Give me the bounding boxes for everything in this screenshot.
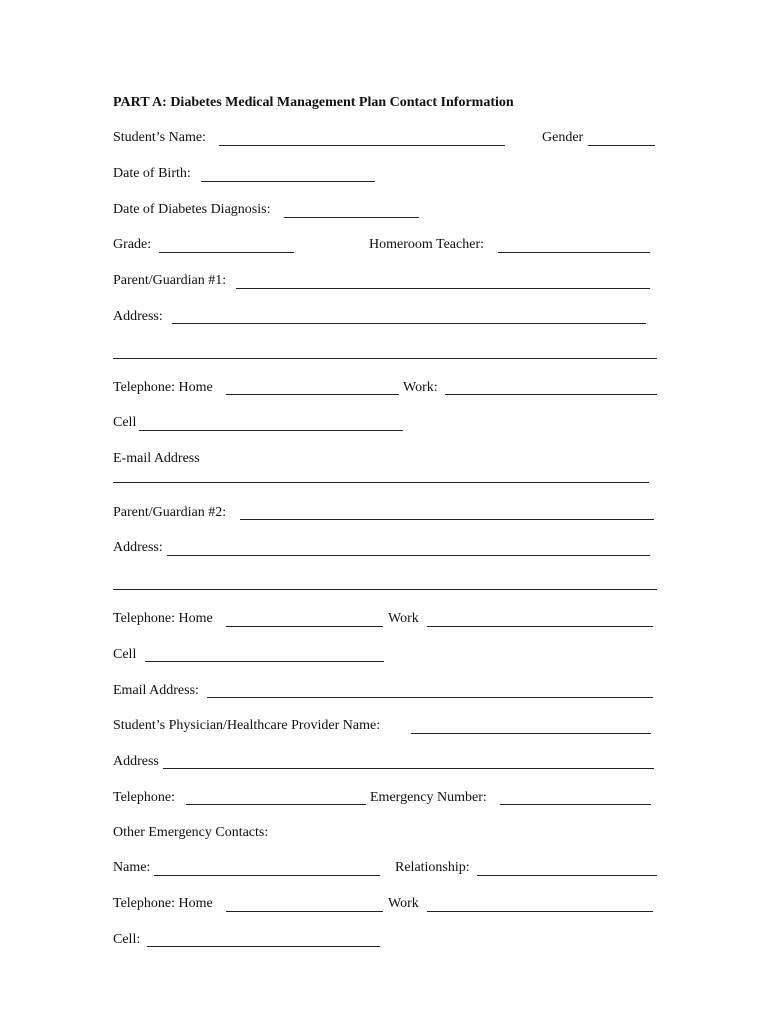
parent1-cell-label: Cell xyxy=(113,415,137,430)
date-of-birth-label: Date of Birth: xyxy=(113,166,191,181)
parent2-address-line[interactable] xyxy=(167,555,650,556)
parent2-email-label: Email Address: xyxy=(113,683,199,698)
parent2-work-line[interactable] xyxy=(427,626,653,627)
parent2-work-label: Work xyxy=(388,611,419,626)
parent1-line[interactable] xyxy=(236,288,650,289)
other-name-label: Name: xyxy=(113,860,151,875)
physician-address-line[interactable] xyxy=(163,768,654,769)
parent1-cell-line[interactable] xyxy=(139,430,403,431)
relationship-label: Relationship: xyxy=(395,860,470,875)
relationship-line[interactable] xyxy=(477,875,657,876)
other-cell-line[interactable] xyxy=(147,946,380,947)
parent2-line[interactable] xyxy=(240,519,654,520)
grade-label: Grade: xyxy=(113,237,152,252)
parent2-label: Parent/Guardian #2: xyxy=(113,505,227,520)
parent2-email-line[interactable] xyxy=(207,697,653,698)
physician-telephone-line[interactable] xyxy=(186,804,366,805)
physician-telephone-label: Telephone: xyxy=(113,790,175,805)
parent2-tel-home-line[interactable] xyxy=(226,626,383,627)
parent1-email-label: E-mail Address xyxy=(113,451,200,466)
other-work-label: Work xyxy=(388,896,419,911)
physician-address-label: Address xyxy=(113,754,159,769)
parent1-address-line[interactable] xyxy=(172,323,646,324)
parent1-work-line[interactable] xyxy=(445,394,657,395)
parent2-address-label: Address: xyxy=(113,540,163,555)
homeroom-teacher-line[interactable] xyxy=(498,252,650,253)
other-name-line[interactable] xyxy=(154,875,380,876)
parent1-label: Parent/Guardian #1: xyxy=(113,273,227,288)
other-tel-home-line[interactable] xyxy=(226,911,383,912)
physician-name-label: Student’s Physician/Healthcare Provider Name: xyxy=(113,718,381,733)
other-work-line[interactable] xyxy=(427,911,653,912)
homeroom-teacher-label: Homeroom Teacher: xyxy=(369,237,484,252)
form-title: PART A: Diabetes Medical Management Plan Contact Information xyxy=(113,95,514,110)
students-name-line[interactable] xyxy=(219,145,505,146)
date-of-birth-line[interactable] xyxy=(201,181,375,182)
parent1-work-label: Work: xyxy=(403,380,438,395)
diagnosis-date-line[interactable] xyxy=(284,217,419,218)
parent2-cell-label: Cell xyxy=(113,647,137,662)
diagnosis-date-label: Date of Diabetes Diagnosis: xyxy=(113,202,271,217)
emergency-number-line[interactable] xyxy=(500,804,651,805)
parent1-address-label: Address: xyxy=(113,309,163,324)
grade-line[interactable] xyxy=(159,252,294,253)
parent2-cell-line[interactable] xyxy=(145,661,384,662)
parent1-tel-home-label: Telephone: Home xyxy=(113,380,213,395)
other-tel-home-label: Telephone: Home xyxy=(113,896,213,911)
students-name-label: Student’s Name: xyxy=(113,130,206,145)
parent2-address-line-2[interactable] xyxy=(113,589,657,590)
parent2-tel-home-label: Telephone: Home xyxy=(113,611,213,626)
other-contacts-heading: Other Emergency Contacts: xyxy=(113,825,269,840)
parent1-email-line[interactable] xyxy=(113,482,649,483)
gender-label: Gender xyxy=(542,130,584,145)
parent1-address-line-2[interactable] xyxy=(113,358,657,359)
other-cell-label: Cell: xyxy=(113,932,141,947)
emergency-number-label: Emergency Number: xyxy=(370,790,487,805)
gender-line[interactable] xyxy=(588,145,655,146)
parent1-tel-home-line[interactable] xyxy=(226,394,399,395)
physician-name-line[interactable] xyxy=(411,733,651,734)
